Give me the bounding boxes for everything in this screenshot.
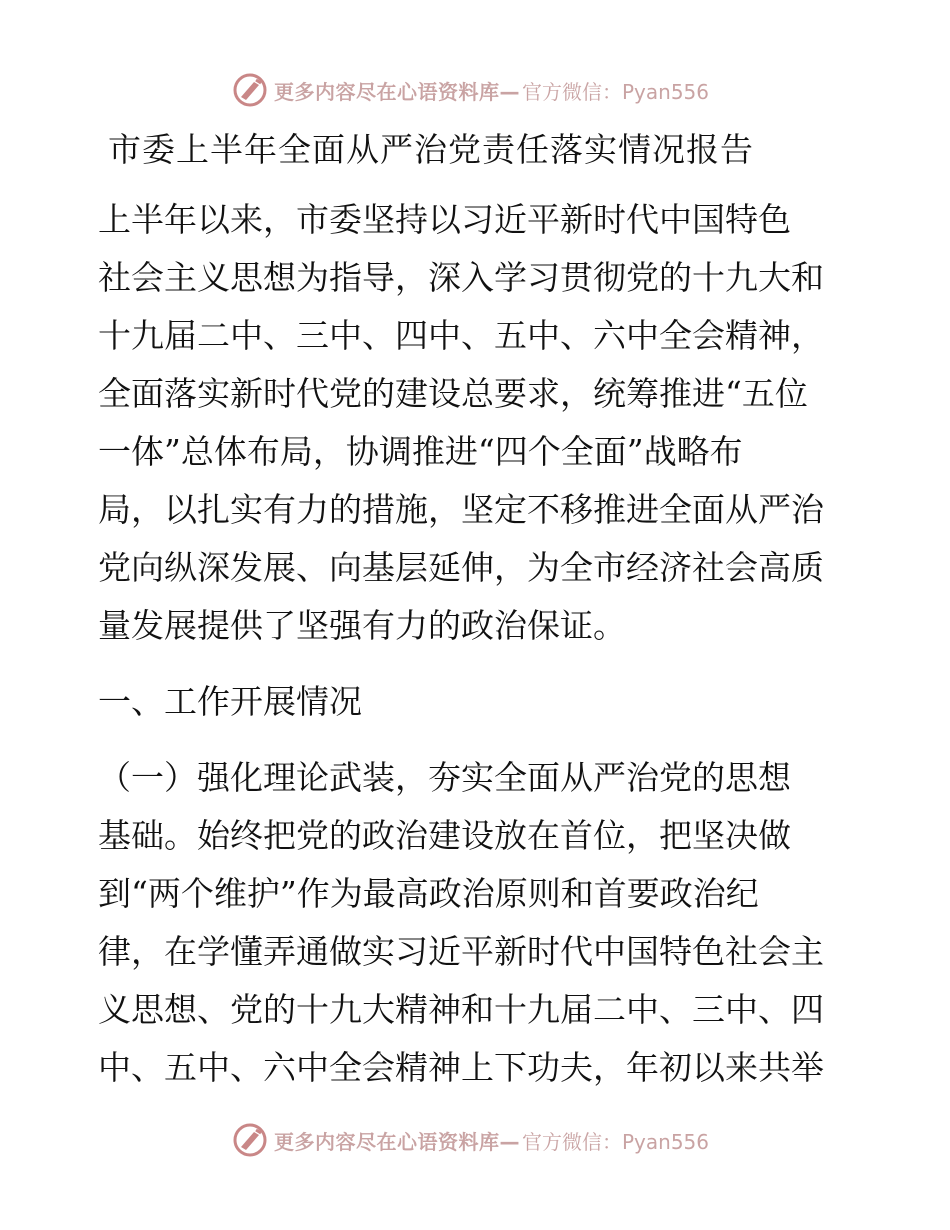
contact-text: 官方微信：Pyan556 xyxy=(522,1129,710,1154)
paragraph-line: 基础。始终把党的政治建设放在首位，把坚决做 xyxy=(98,816,791,855)
section-heading: 一、工作开展情况 xyxy=(98,682,362,721)
paragraph-line: 中、五中、六中全会精神上下功夫，年初以来共举 xyxy=(98,1048,824,1087)
paragraph-line: 党向纵深发展、向基层延伸，为全市经济社会高质 xyxy=(98,548,824,587)
document-title: 市委上半年全面从严治党责任落实情况报告 xyxy=(108,130,754,169)
paragraph-line: 上半年以来，市委坚持以习近平新时代中国特色 xyxy=(98,200,791,239)
header-banner xyxy=(232,72,709,108)
paragraph-line: 局，以扎实有力的措施，坚定不移推进全面从严治 xyxy=(98,490,824,529)
paragraph-line: 一体”总体布局，协调推进“四个全面”战略布 xyxy=(98,432,743,471)
paragraph-line: 到“两个维护”作为最高政治原则和首要政治纪 xyxy=(98,874,759,913)
paragraph-line: 律，在学懂弄通做实习近平新时代中国特色社会主 xyxy=(98,932,824,971)
paragraph-line: 十九届二中、三中、四中、五中、六中全会精神， xyxy=(98,316,824,355)
logo-icon xyxy=(232,72,268,108)
logo-icon xyxy=(232,1122,268,1158)
promo-text: 更多内容尽在心语资料库— xyxy=(274,79,520,104)
paragraph-line: 全面落实新时代党的建设总要求，统筹推进“五位 xyxy=(98,374,808,413)
promo-text: 更多内容尽在心语资料库— xyxy=(274,1129,520,1154)
paragraph-line: 社会主义思想为指导，深入学习贯彻党的十九大和 xyxy=(98,258,824,297)
paragraph-line: （一）强化理论武装，夯实全面从严治党的思想 xyxy=(98,758,791,797)
paragraph-line: 量发展提供了坚强有力的政治保证。 xyxy=(98,606,626,645)
footer-banner xyxy=(232,1122,709,1158)
contact-text: 官方微信：Pyan556 xyxy=(522,79,710,104)
paragraph-line: 义思想、党的十九大精神和十九届二中、三中、四 xyxy=(98,990,824,1029)
